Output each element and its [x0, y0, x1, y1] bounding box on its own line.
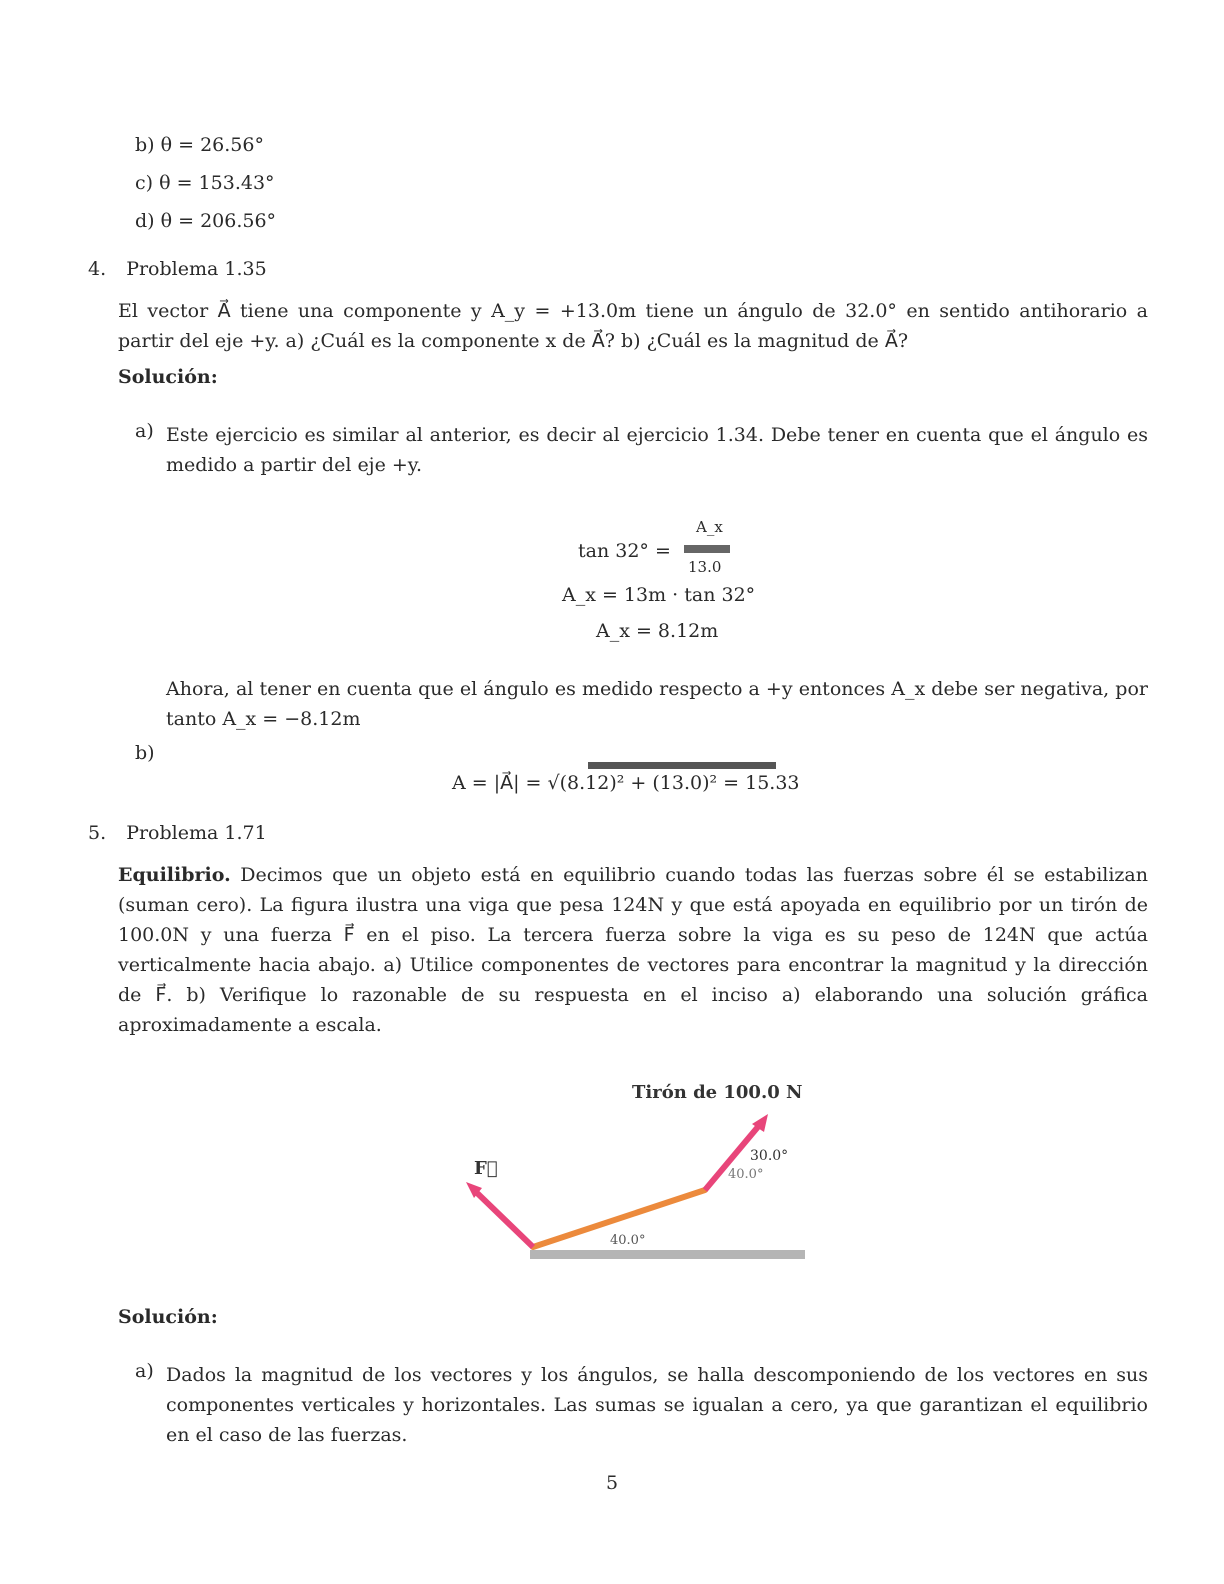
problem-title: Problema 1.35 — [126, 258, 267, 280]
part-b-label: b) — [135, 742, 155, 764]
force-label: F⃗ — [474, 1158, 498, 1179]
list-label: c) — [135, 172, 154, 194]
angle-mid-label: 40.0° — [728, 1167, 764, 1182]
after-equation-text: Ahora, al tener en cuenta que el ángulo es medido respecto a +y entonces A_x debe ser negativa, por tanto A_x = −8.12m — [166, 678, 1148, 730]
floor-force-arrow — [474, 1190, 533, 1247]
angle-bottom-label: 40.0° — [610, 1233, 646, 1248]
beam-figure — [450, 1070, 830, 1280]
floor — [530, 1250, 805, 1259]
problem-number: 5. — [88, 822, 107, 844]
eq4: A = |A⃗| = √(8.12)² + (13.0)² = 15.33 — [452, 772, 800, 794]
list-label: d) — [135, 210, 155, 232]
problem-title: Problema 1.71 — [126, 822, 267, 844]
list-text: θ = 153.43° — [159, 172, 275, 194]
part-a-text: Este ejercicio es similar al anterior, es decir al ejercicio 1.34. Debe tener en cuenta que el ángulo es medido a partir del eje +y. — [166, 424, 1148, 476]
angle-top-label: 30.0° — [750, 1148, 789, 1164]
part-a-label-2: a) — [135, 1360, 154, 1382]
statement-text: Decimos que un objeto está en equilibrio cuando todas las fuerzas sobre él se estabilizan (suman cero). La figura ilustra una viga que pesa 124N y que está apoyada en equilibrio por un tirón de 100.0N y una fuerza F⃗ en el piso. La tercera fuerza sobre la viga es su peso de 124N que actúa verticalmente hacia abajo. a) Utilice componentes de vectores para encontrar la magnitud y la dirección de F⃗. b) Verifique lo razonable de su respuesta en el inciso a) elaborando una solución gráfica aproximadamente a escala. — [118, 864, 1149, 1036]
part-a-text-2: Dados la magnitud de los vectores y los ángulos, se halla descomponiendo de los vectores en sus componentes verticales y horizontales. Las sumas se igualan a cero, ya que garantizan el equilibrio en el caso de las fuerzas. — [166, 1364, 1148, 1446]
list-text: θ = 206.56° — [160, 210, 277, 232]
list-item-c — [135, 172, 275, 194]
page-number: 5 — [605, 1472, 619, 1494]
problem-4-statement: El vector A⃗ tiene una componente y A_y = +13.0m tiene un ángulo de 32.0° en sentido antihorario a partir del eje +y. a) ¿Cuál es la componente x de A⃗? b) ¿Cuál es la magnitud de A⃗? — [118, 300, 1148, 352]
list-item-d — [135, 210, 276, 232]
problem-5-statement — [118, 860, 1148, 1040]
part-a-label: a) — [135, 420, 154, 442]
sqrt-overline — [588, 762, 776, 769]
pull-label: Tirón de 100.0 N — [632, 1082, 803, 1103]
problem-5-heading — [88, 822, 267, 844]
eq1-lhs: tan 32° = — [578, 540, 671, 562]
solution-label: Solución: — [118, 366, 218, 388]
eq1-numerator: A_x — [696, 518, 723, 536]
statement-bold: Equilibrio. — [118, 864, 231, 886]
list-text: θ = 26.56° — [160, 134, 264, 156]
list-item-b — [135, 134, 264, 156]
eq2: A_x = 13m · tan 32° — [562, 584, 756, 606]
eq3: A_x = 8.12m — [596, 620, 719, 642]
fraction-bar — [684, 545, 730, 553]
problem-4-heading — [88, 258, 267, 280]
list-label: b) — [135, 134, 155, 156]
eq1-denominator: 13.0 — [688, 558, 722, 576]
problem-number: 4. — [88, 258, 107, 280]
solution-label-2: Solución: — [118, 1306, 218, 1328]
